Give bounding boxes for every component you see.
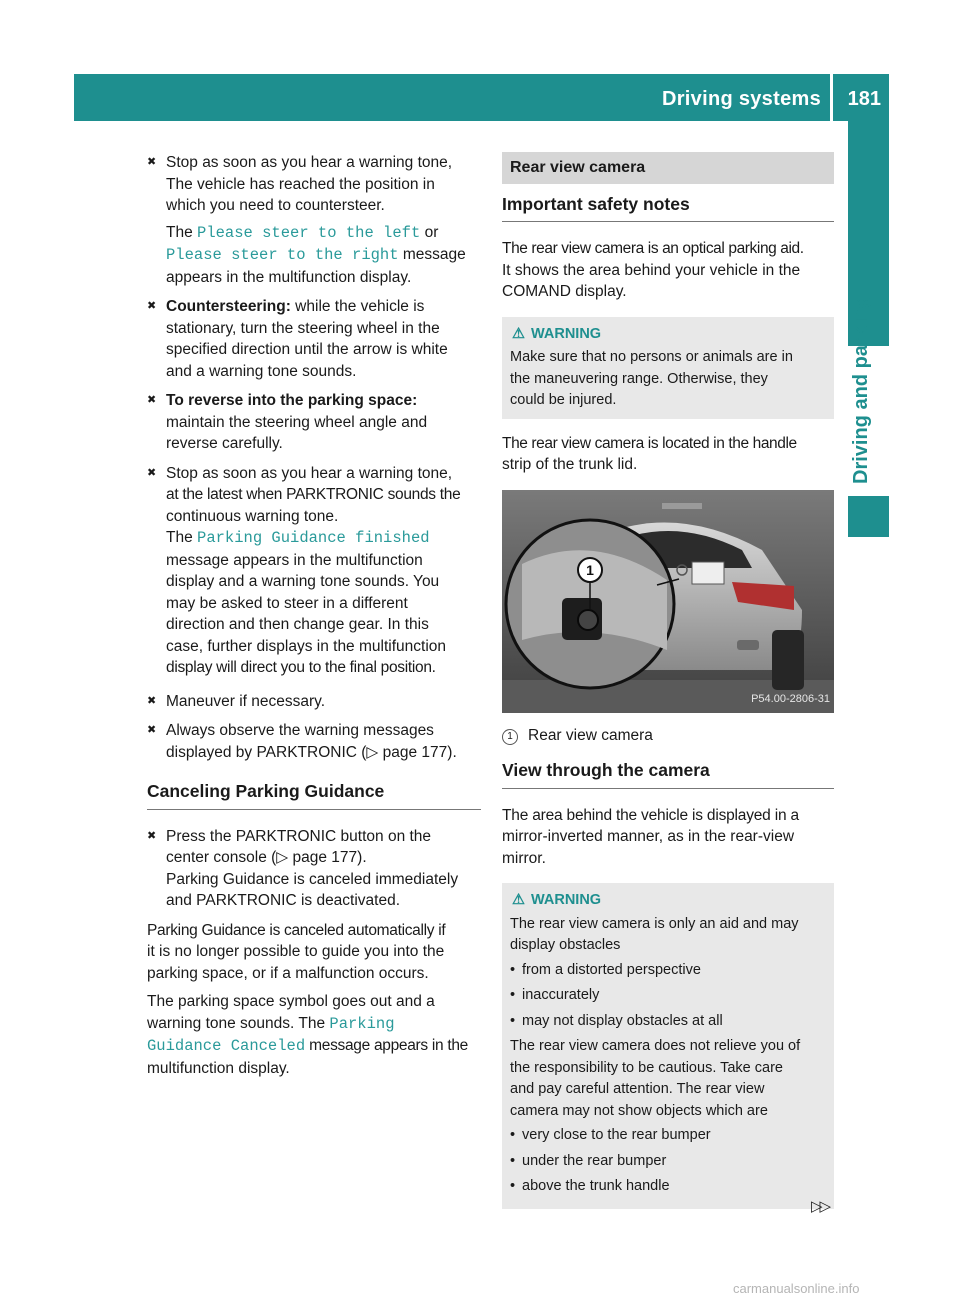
step-arrow-icon: ✖ — [147, 694, 157, 707]
para-symbol-out: The parking space symbol goes out and a warning tone sounds. The Parking Guidance Canceled message appears in the multifunction display. — [147, 993, 468, 1077]
header-title: Driving systems — [661, 88, 821, 110]
car-rear-illustration — [502, 490, 834, 713]
step-arrow-icon: ✖ — [147, 724, 157, 736]
callout-number: 1 — [586, 561, 594, 578]
bullet-item: • very close to the rear bumper — [510, 1125, 826, 1147]
rear-view-camera-photo — [502, 490, 834, 713]
bullet-item: • may not display obstacles at all — [510, 1011, 826, 1033]
message-parking-guidance-finished: Parking Guidance finished — [197, 529, 430, 547]
step-countersteering: ✖ Countersteering: while the vehicle is stationary, turn the steering wheel in the specified direction until the arrow is white and a warning tone sounds. — [147, 298, 448, 380]
page-number: 181 — [847, 88, 881, 110]
para-location: The rear view camera is located in the handle strip of the trunk lid. — [502, 434, 797, 473]
warning-box-aid-only: ⚠ WARNING The rear view camera is only an aid and may display obstacles • from a distorted perspective • inaccurately • may not display obstacles at all The rear view camera does not relieve you of the responsibility to be cautious. Take care and pay careful attention. The rear view camera may not show objects which are • very close to the rear bumper • under the rear bumper • above the trunk handle — [502, 883, 834, 1209]
warning-triangle-icon: ⚠ — [512, 325, 525, 342]
step-stop-first — [147, 152, 481, 288]
bullet-dot-icon: • — [510, 1152, 516, 1169]
step-press-button: ✖ Press the PARKTRONIC button on the center console (▷ page 177). Parking Guidance is canceled immediately and PARKTRONIC is deactivated. — [147, 827, 459, 909]
side-marker — [848, 496, 889, 537]
bullet-item: • from a distorted perspective — [510, 960, 826, 982]
message-please-steer-right: Please steer to the right — [166, 246, 399, 264]
bullet-item: • above the trunk handle — [510, 1176, 826, 1198]
section-title-rear-view-camera: Rear view camera — [502, 152, 834, 184]
bullet-dot-icon: • — [510, 987, 516, 1003]
right-column — [502, 152, 834, 1223]
callout-circle-icon: 1 — [502, 729, 518, 745]
para-view: The area behind the vehicle is displayed in a mirror-inverted manner, as in the rear-view mirror. — [502, 806, 799, 867]
bullet-dot-icon: • — [510, 1127, 516, 1143]
page-reference[interactable]: ▷ page 177). — [366, 743, 457, 761]
message-guidance-canceled: Guidance Canceled — [147, 1037, 306, 1055]
caption-rear-view-camera: 1 Rear view camera — [502, 725, 834, 747]
side-chapter-label: Driving and parking — [850, 296, 872, 484]
heading-canceling-parking-guidance: Canceling Parking Guidance — [147, 781, 481, 810]
step-observe: ✖ Always observe the warning messages displayed by PARKTRONIC (▷ page 177). — [147, 722, 457, 761]
header-bar — [74, 74, 889, 121]
heading-view-through-camera: View through the camera — [502, 760, 834, 789]
step-arrow-icon: ✖ — [147, 156, 157, 168]
step-stop-second: ✖ Stop as soon as you hear a warning tone, at the latest when PARKTRONIC sounds the continuous warning tone. The Parking Guidance finished message appears in the multifunction display and a warning tone sounds. You may be asked to steer in a different direction and then change gear. In this case, further displays in the multifunction display will direct you to the final position. — [147, 464, 461, 676]
step-arrow-icon: ✖ — [147, 300, 157, 312]
warning-box-persons: ⚠ WARNING Make sure that no persons or animals are in the maneuvering range. Otherwise, they could be injured. — [502, 317, 834, 419]
step-arrow-icon: ✖ — [147, 394, 157, 406]
watermark: carmanualsonline.info — [733, 1281, 860, 1296]
continued-arrow-icon: ▷▷ — [811, 1198, 829, 1215]
heading-important-safety-notes: Important safety notes — [502, 194, 834, 223]
bullet-dot-icon: • — [510, 1012, 516, 1029]
message-parking: Parking — [329, 1014, 395, 1033]
photo-code: P54.00-2806-31 — [751, 693, 830, 705]
bullet-item: • inaccurately — [510, 985, 826, 1007]
para-auto-cancel: Parking Guidance is canceled automatically if it is no longer possible to guide you into the parking space, or if a malfunction occurs. — [147, 921, 446, 982]
message-please-steer-left: Please steer to the left — [197, 223, 421, 242]
step-maneuver: ✖ Maneuver if necessary. — [147, 691, 481, 713]
bullet-dot-icon: • — [510, 1178, 516, 1194]
step-arrow-icon: ✖ — [147, 466, 157, 479]
left-column — [147, 152, 481, 1086]
steer-message-para: The Please steer to the left or Please steer to the right message appears in the multifunction display. — [166, 223, 466, 286]
header-separator — [830, 74, 833, 121]
step-text: Stop as soon as you hear a warning tone, The vehicle has reached the position in which you need to countersteer. — [166, 154, 453, 214]
bullet-item: • under the rear bumper — [510, 1151, 826, 1173]
warning-triangle-icon: ⚠ — [512, 892, 525, 908]
bullet-dot-icon: • — [510, 961, 516, 978]
step-arrow-icon: ✖ — [147, 829, 157, 842]
para-intro: The rear view camera is an optical parking aid. It shows the area behind your vehicle in the COMAND display. — [502, 240, 804, 300]
step-reverse: ✖ To reverse into the parking space: maintain the steering wheel angle and reverse carefully. — [147, 392, 428, 452]
